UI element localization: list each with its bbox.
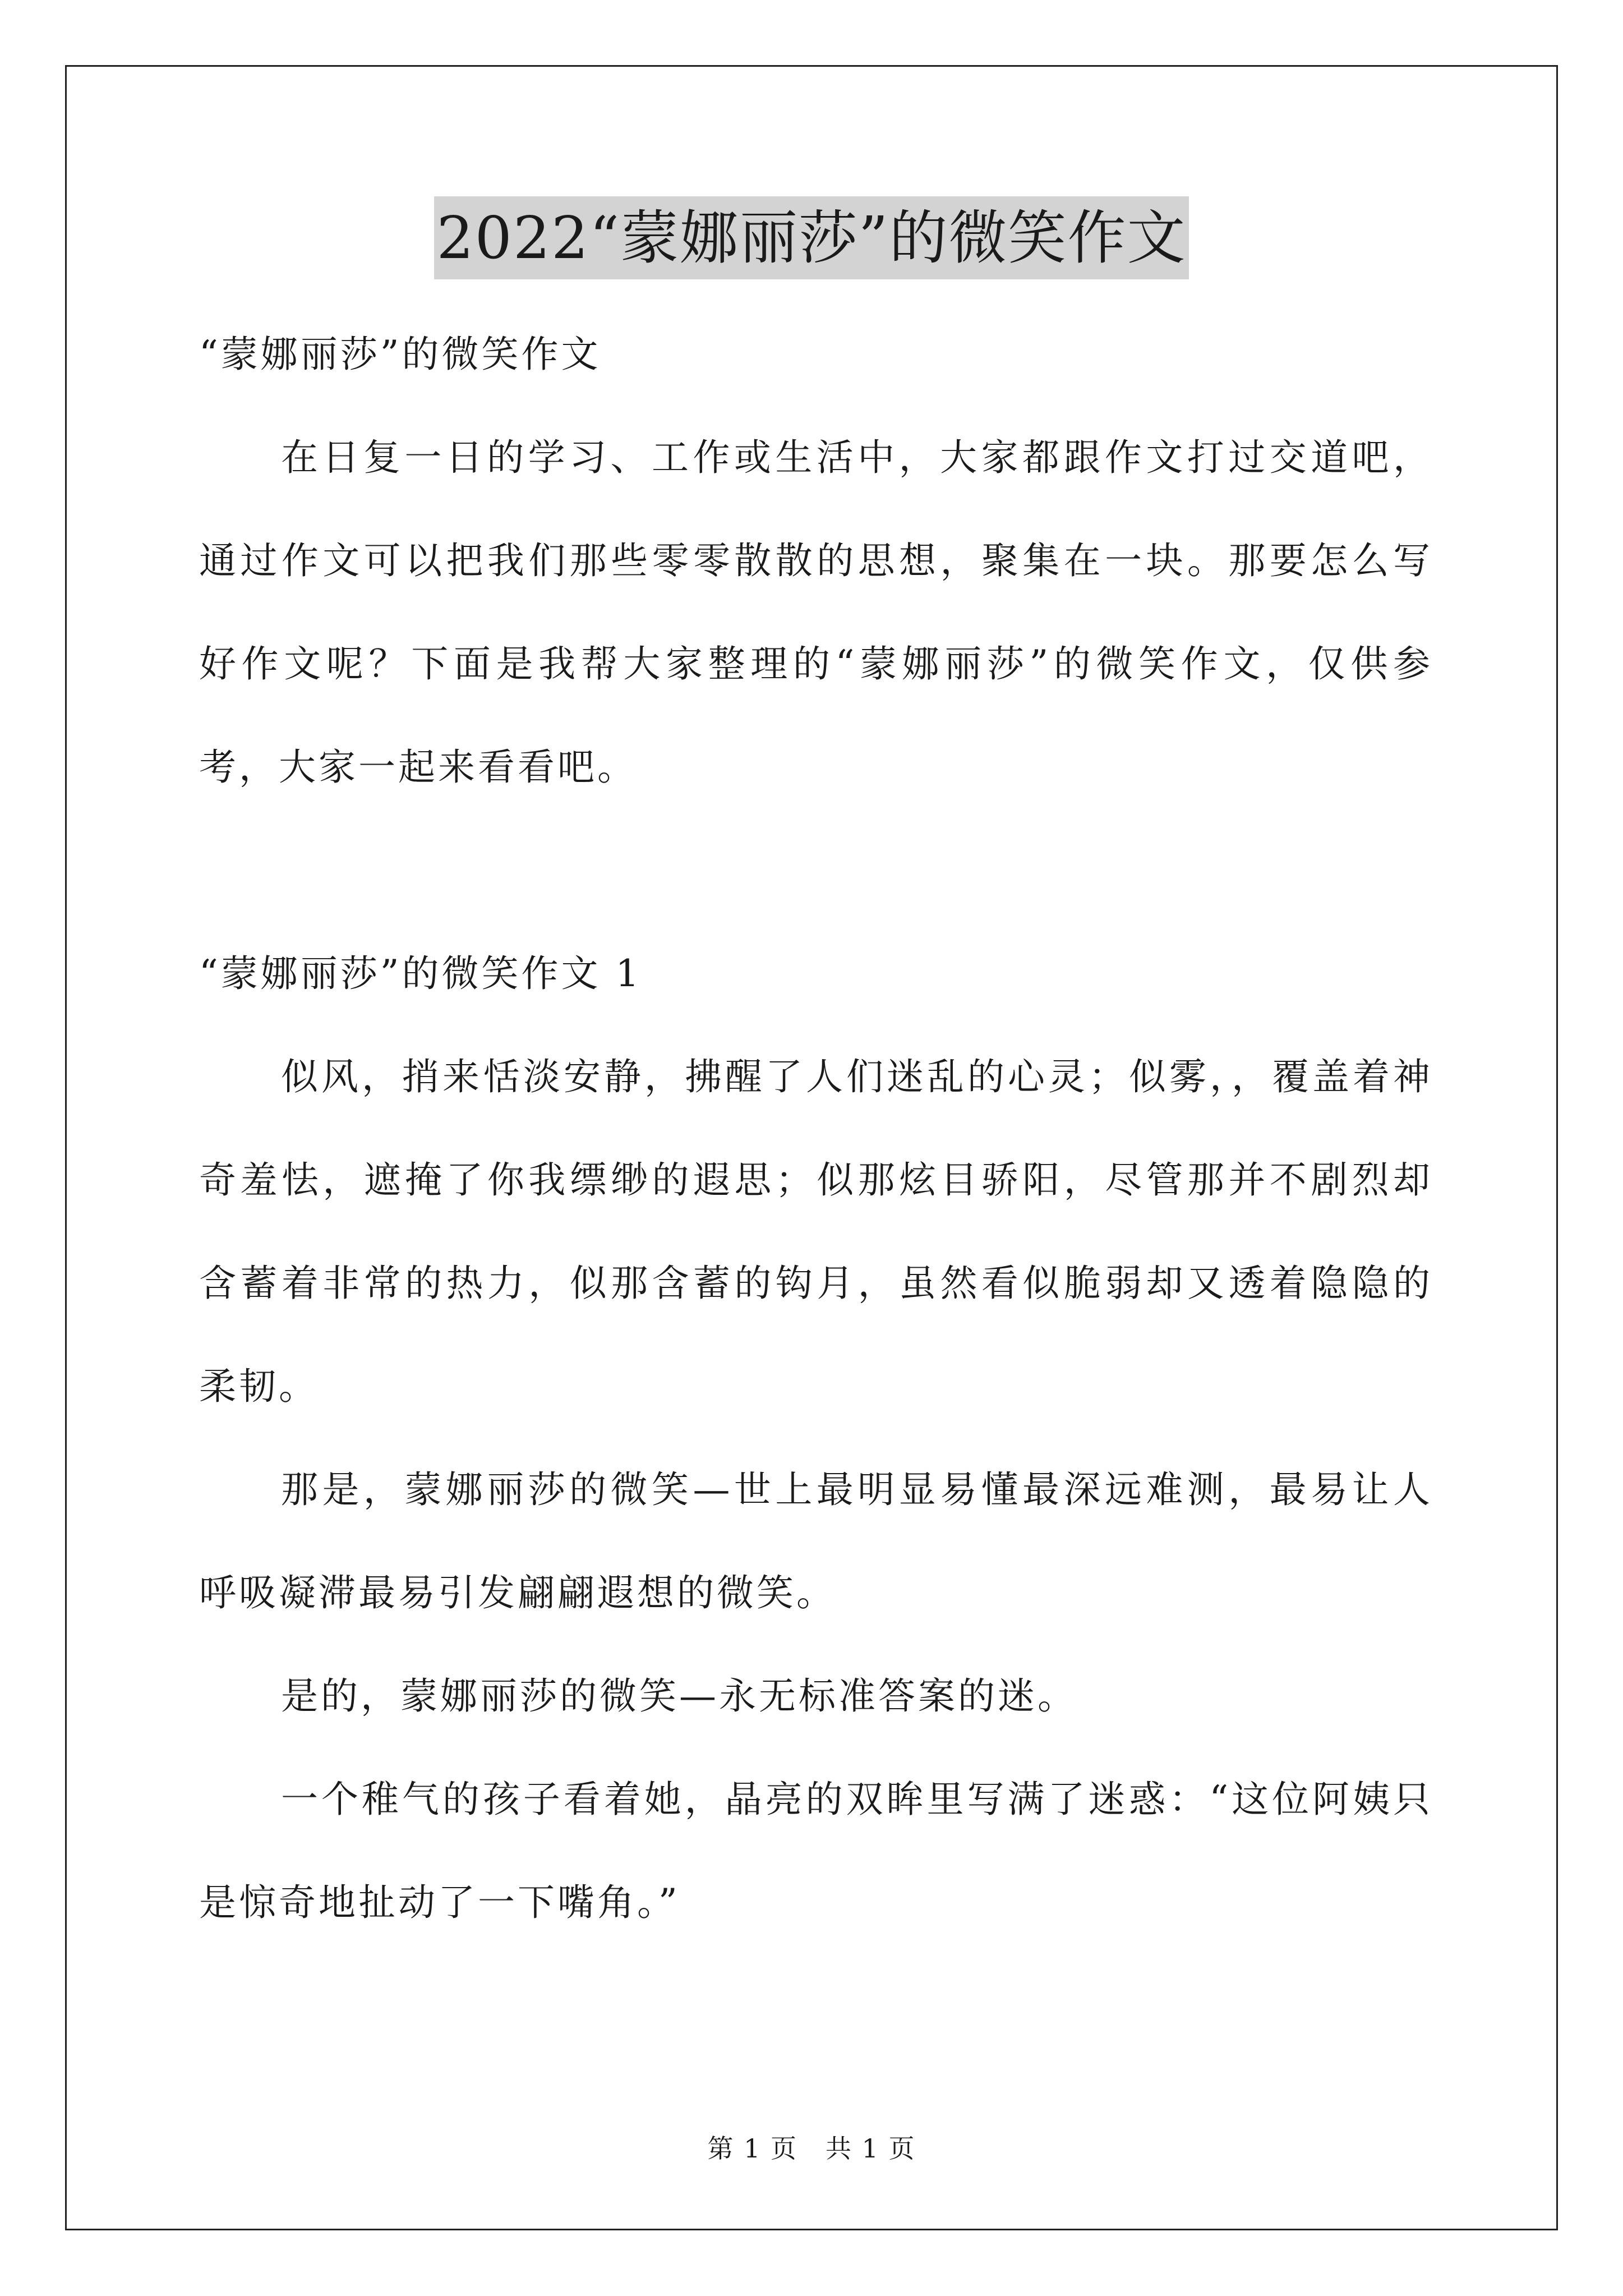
section-heading: “蒙娜丽莎”的微笑作文 (199, 333, 601, 376)
paragraph: 那是，蒙娜丽莎的微笑—世上最明显易懂最深远难测，最易让人呼吸凝滞最易引发翩翩遐想的微笑。 (199, 1468, 1433, 1614)
page-footer (0, 2132, 1623, 2165)
page-total: 共 1 页 (826, 2133, 916, 2164)
title-container (0, 196, 1623, 279)
document-body (199, 303, 1433, 1954)
paragraph: 是的，蒙娜丽莎的微笑—永无标准答案的迷。 (281, 1674, 1077, 1718)
document-title: 2022“蒙娜丽莎”的微笑作文 (434, 196, 1188, 279)
paragraph: 一个稚气的孩子看着她，晶亮的双眸里写满了迷惑：“这位阿姨只是惊奇地扯动了一下嘴角。” (199, 1778, 1433, 1924)
section-heading: “蒙娜丽莎”的微笑作文 1 (199, 952, 642, 995)
paragraph: 似风，捎来恬淡安静，拂醒了人们迷乱的心灵；似雾，，覆盖着神奇羞怯，遮掩了你我缥缈的遐思；似那炫目骄阳，尽管那并不剧烈却含蓄着非常的热力，似那含蓄的钩月，虽然看似脆弱却又透着隐隐的柔韧。 (199, 1055, 1433, 1408)
paragraph: 在日复一日的学习、工作或生活中，大家都跟作文打过交道吧，通过作文可以把我们那些零零散散的思想，聚集在一块。那要怎么写好作文呢？下面是我帮大家整理的“蒙娜丽莎”的微笑作文，仅供参考，大家一起来看看吧。 (199, 436, 1433, 789)
page-number: 第 1 页 (707, 2133, 797, 2164)
